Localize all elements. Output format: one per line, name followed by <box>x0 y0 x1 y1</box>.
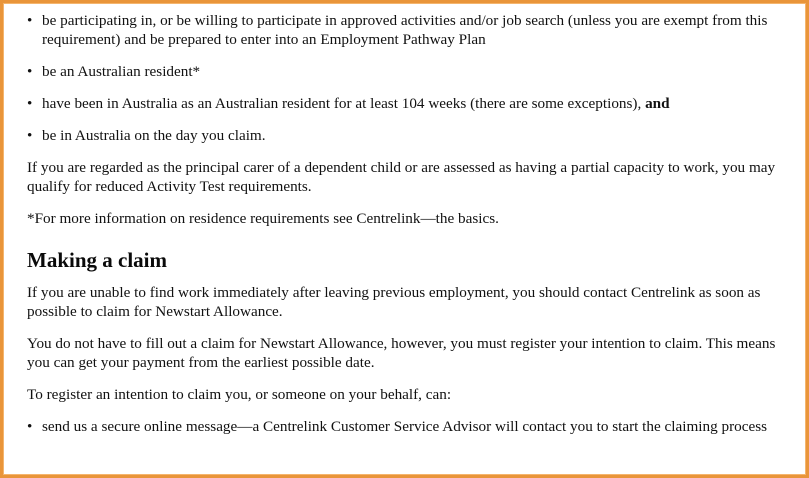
list-item <box>27 94 797 113</box>
list-item <box>27 11 797 49</box>
paragraph-how-to-register: To register an intention to claim you, or someone on your behalf, can: <box>27 386 452 403</box>
list-item-text: send us a secure online message—a Centrelink Customer Service Advisor will contact you to start the claiming process <box>42 418 768 435</box>
bullet-icon: • <box>27 418 33 435</box>
list-item-text: be in Australia on the day you claim. <box>42 127 266 144</box>
paragraph-register-intention: You do not have to fill out a claim for Newstart Allowance, however, you must register your intention to claim. This means you can get your payment from the earliest possible date. <box>27 335 776 371</box>
list-item-emphasis: and <box>645 95 670 112</box>
paragraph-unable-to-find-work: If you are unable to find work immediately after leaving previous employment, you should contact Centrelink as soon as possible to claim for Newstart Allowance. <box>27 284 761 320</box>
bullet-icon: • <box>27 95 33 112</box>
list-item-text: be participating in, or be willing to participate in approved activities and/or job search (unless you are exempt from this requirement) and be prepared to enter into an Employment Pathway Plan <box>42 12 768 48</box>
document-body <box>27 11 797 449</box>
bullet-icon: • <box>27 127 33 144</box>
paragraph-carer: If you are regarded as the principal carer of a dependent child or are assessed as having a partial capacity to work, you may qualify for reduced Activity Test requirements. <box>27 159 776 195</box>
list-item <box>27 126 797 145</box>
bullet-icon: • <box>27 12 33 29</box>
section-heading-making-a-claim: Making a claim <box>27 248 167 272</box>
paragraph-residence-note: *For more information on residence requirements see Centrelink—the basics. <box>27 210 499 227</box>
list-item <box>27 417 797 436</box>
bullet-icon: • <box>27 63 33 80</box>
list-item-text: have been in Australia as an Australian resident for at least 104 weeks (there are some exceptions), <box>42 95 646 112</box>
list-item-text: be an Australian resident* <box>42 63 201 80</box>
list-item <box>27 62 797 81</box>
